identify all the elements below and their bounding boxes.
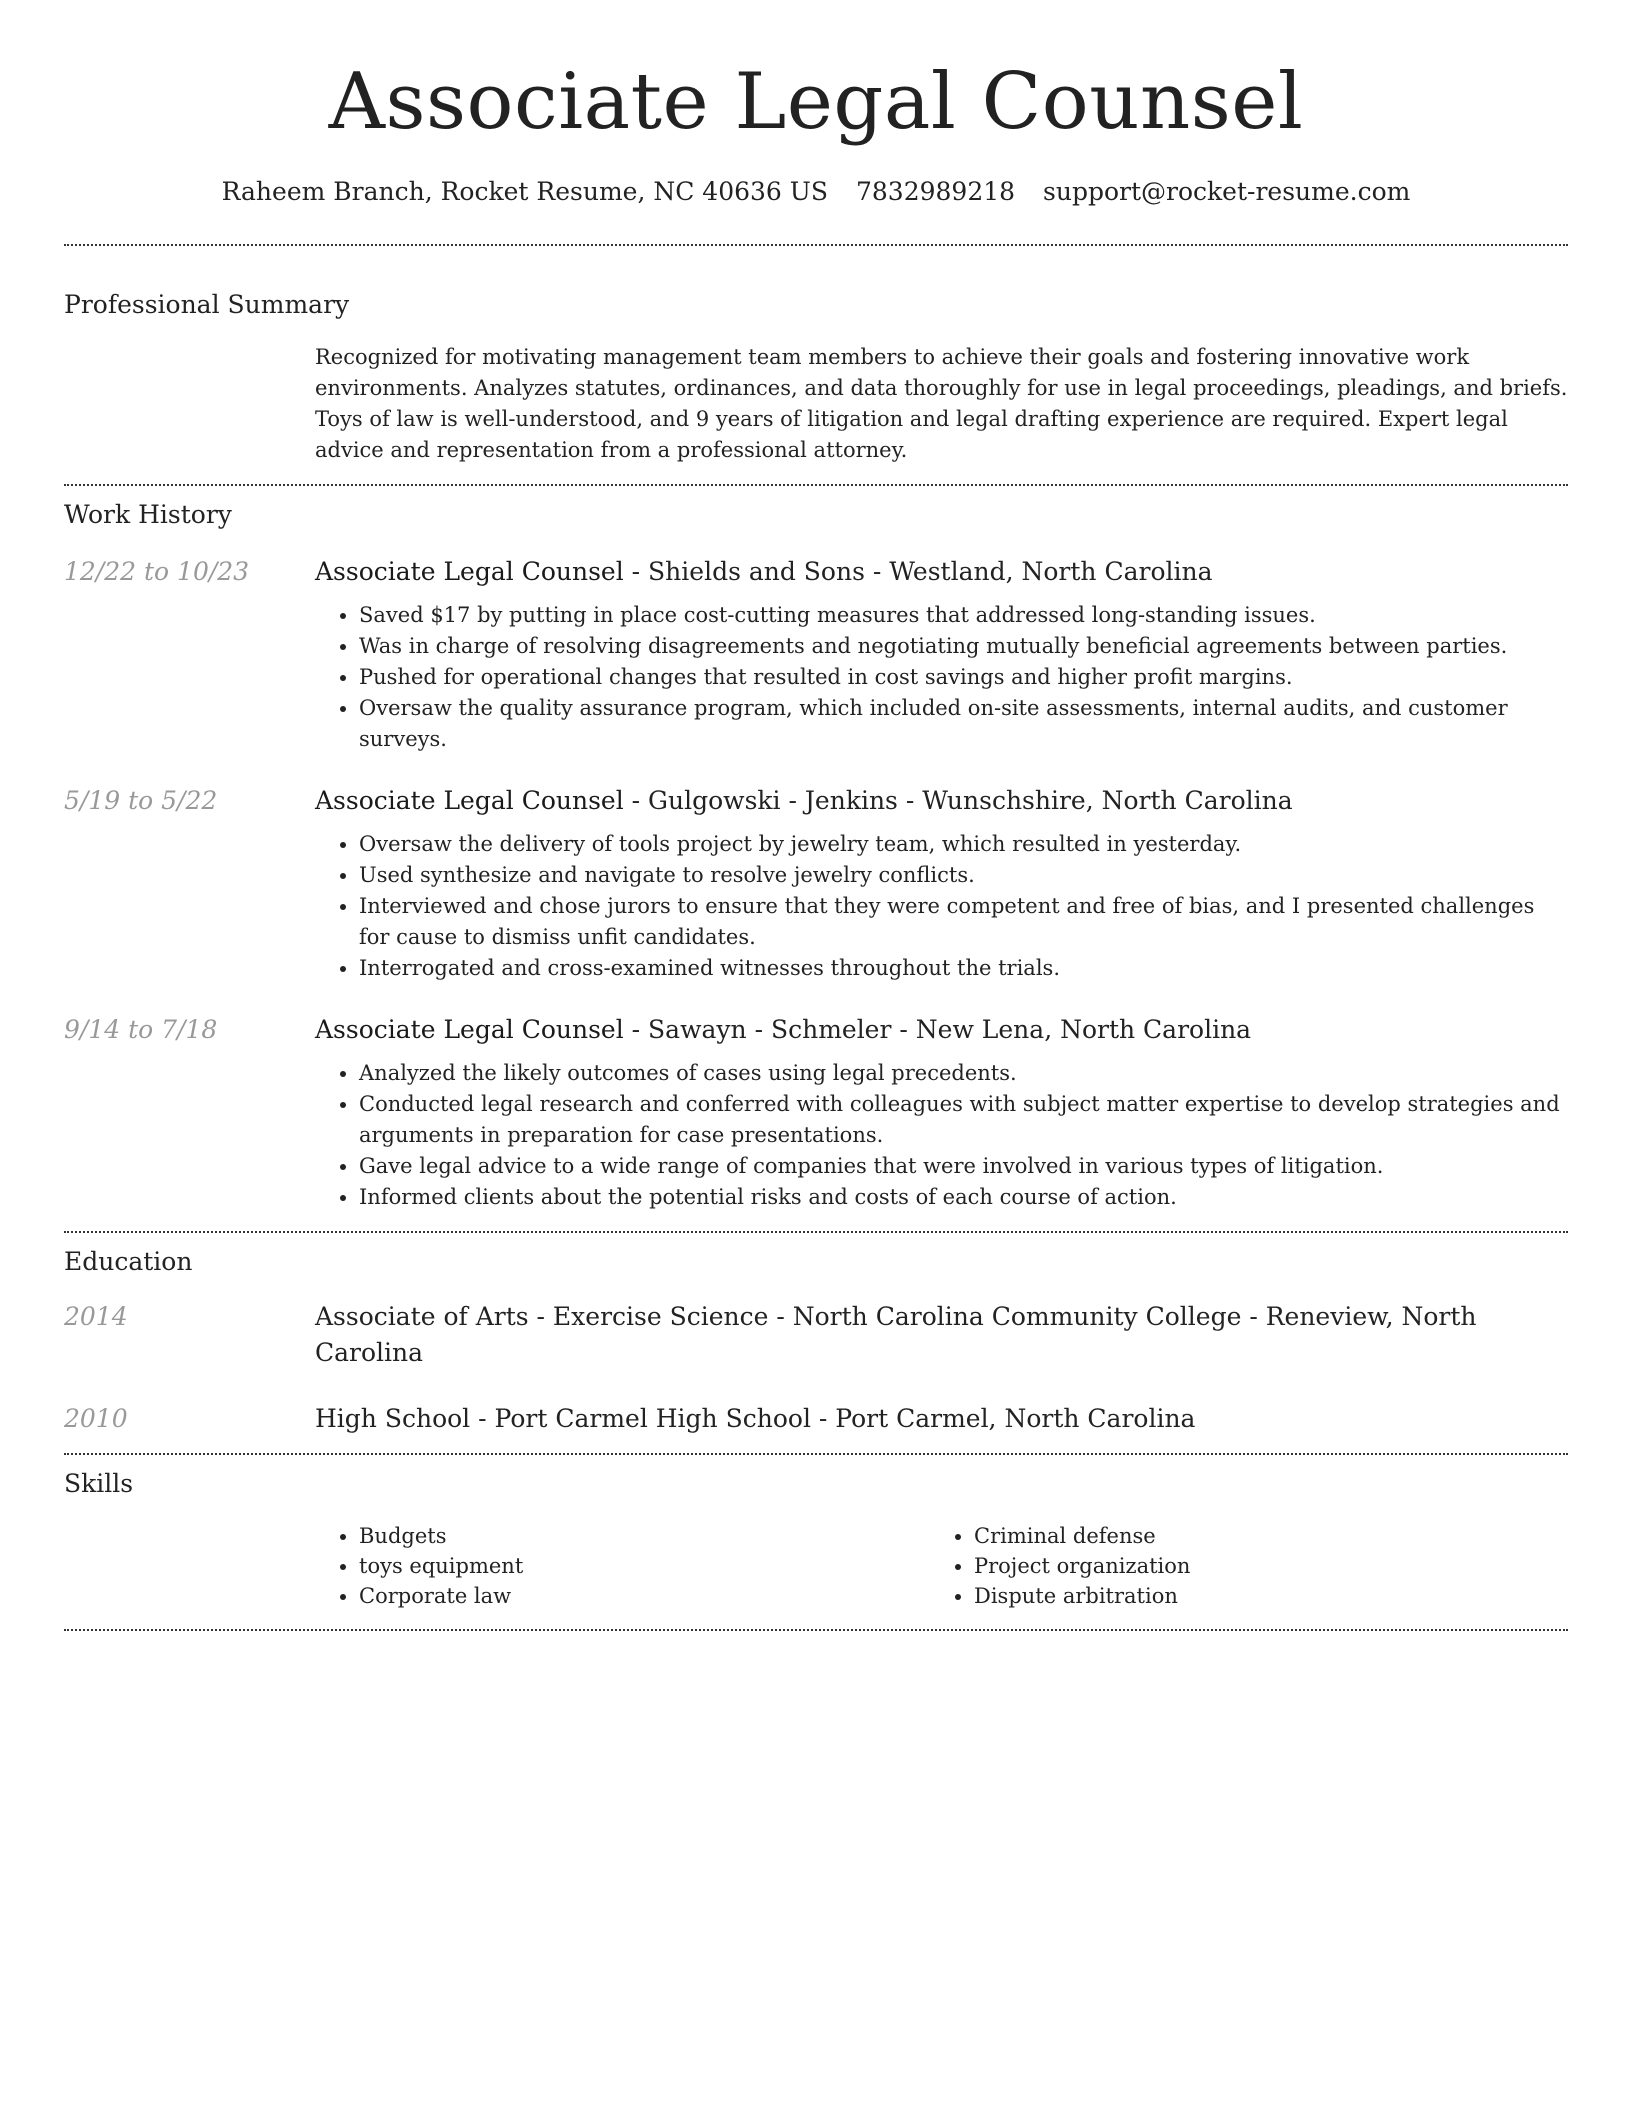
contact-address: Raheem Branch, Rocket Resume, NC 40636 US — [221, 177, 828, 206]
job-heading — [315, 1012, 1568, 1048]
job-bullets — [315, 1058, 1568, 1213]
education-entry — [64, 1401, 1568, 1437]
skill-item: • Criminal defense — [974, 1521, 1545, 1551]
work-history-heading: Work History — [64, 500, 232, 529]
job-entry — [64, 554, 1568, 755]
education-year: 2014 — [64, 1302, 128, 1331]
job-bullet: • Oversaw the delivery of tools project by jewelry team, which resulted in yesterday. — [359, 829, 1568, 860]
skill-item: • toys equipment — [359, 1551, 930, 1581]
job-bullet: • Gave legal advice to a wide range of companies that were involved in various types of litigation. — [359, 1151, 1568, 1182]
job-body — [315, 554, 1568, 755]
contact-email: support@rocket-resume.com — [1043, 177, 1411, 206]
resume-page — [64, 0, 1568, 1631]
job-dates: 12/22 to 10/23 — [64, 557, 250, 586]
skills-column-left — [315, 1521, 930, 1611]
job-bullet: • Saved $17 by putting in place cost-cutting measures that addressed long-standing issues. — [359, 600, 1568, 631]
job-bullet: • Interrogated and cross-examined witnesses throughout the trials. — [359, 953, 1568, 984]
job-heading — [315, 783, 1568, 819]
skill-item: • Corporate law — [359, 1581, 930, 1611]
education-year: 2010 — [64, 1404, 128, 1433]
skills-heading: Skills — [64, 1469, 134, 1498]
section-divider — [64, 1629, 1568, 1631]
job-role: Associate Legal Counsel — [315, 1015, 624, 1044]
contact-phone: 7832989218 — [855, 177, 1016, 206]
job-bullets — [315, 829, 1568, 984]
job-role: Associate Legal Counsel — [315, 786, 624, 815]
education-body — [315, 1299, 1568, 1371]
section-divider — [64, 1231, 1568, 1233]
skill-item: • Project organization — [974, 1551, 1545, 1581]
job-heading — [315, 554, 1568, 590]
job-bullet: • Interviewed and chose jurors to ensure that they were competent and free of bias, and I presented challenges for cause to dismiss unfit candidates. — [359, 891, 1568, 953]
job-details: - Sawayn - Schmeler - New Lena, North Carolina — [623, 1015, 1252, 1044]
summary-heading: Professional Summary — [64, 290, 350, 319]
skill-item: • Budgets — [359, 1521, 930, 1551]
job-bullet: • Analyzed the likely outcomes of cases using legal precedents. — [359, 1058, 1568, 1089]
education-heading: Education — [64, 1247, 193, 1276]
section-divider — [64, 484, 1568, 486]
skill-item: • Dispute arbitration — [974, 1581, 1545, 1611]
job-details: - Shields and Sons - Westland, North Carolina — [623, 557, 1213, 586]
summary-text: Recognized for motivating management team members to achieve their goals and fostering innovative work environments. Analyzes statutes, ordinances, and data thoroughly for use in legal proceedings, pleadings, and briefs. Toys of law is well-understood, and 9 years of litigation and legal drafting experience are required. Expert legal advice and representation from a professional attorney. — [315, 345, 1568, 462]
skills-grid — [315, 1521, 1568, 1611]
job-entry — [64, 1012, 1568, 1213]
education-entry — [64, 1299, 1568, 1371]
job-body — [315, 1012, 1568, 1213]
section-divider — [64, 244, 1568, 246]
education-degree: High School — [315, 1404, 471, 1433]
education-degree: Associate of Arts - Exercise Science — [315, 1302, 769, 1331]
job-bullet: • Used synthesize and navigate to resolve jewelry conflicts. — [359, 860, 1568, 891]
job-bullet: • Was in charge of resolving disagreements and negotiating mutually beneficial agreements between parties. — [359, 631, 1568, 662]
education-details: - Port Carmel High School - Port Carmel, North Carolina — [470, 1404, 1196, 1433]
job-bullets — [315, 600, 1568, 755]
job-dates: 5/19 to 5/22 — [64, 786, 218, 815]
section-divider — [64, 1453, 1568, 1455]
job-role: Associate Legal Counsel — [315, 557, 624, 586]
job-dates: 9/14 to 7/18 — [64, 1015, 218, 1044]
job-entry — [64, 783, 1568, 984]
job-body — [315, 783, 1568, 984]
job-bullet: • Conducted legal research and conferred with colleagues with subject matter expertise to develop strategies and arguments in preparation for case presentations. — [359, 1089, 1568, 1151]
job-details: - Gulgowski - Jenkins - Wunschshire, North Carolina — [623, 786, 1293, 815]
education-body — [315, 1401, 1195, 1437]
resume-title: Associate Legal Counsel — [328, 57, 1304, 147]
job-bullet: • Informed clients about the potential risks and costs of each course of action. — [359, 1182, 1568, 1213]
job-bullet: • Oversaw the quality assurance program, which included on-site assessments, internal audits, and customer surveys. — [359, 693, 1568, 755]
job-bullet: • Pushed for operational changes that resulted in cost savings and higher profit margins. — [359, 662, 1568, 693]
skills-column-right — [930, 1521, 1545, 1611]
contact-line — [64, 174, 1568, 210]
education-details: - North Carolina Community College - Reneview, North Carolina — [315, 1302, 1477, 1367]
